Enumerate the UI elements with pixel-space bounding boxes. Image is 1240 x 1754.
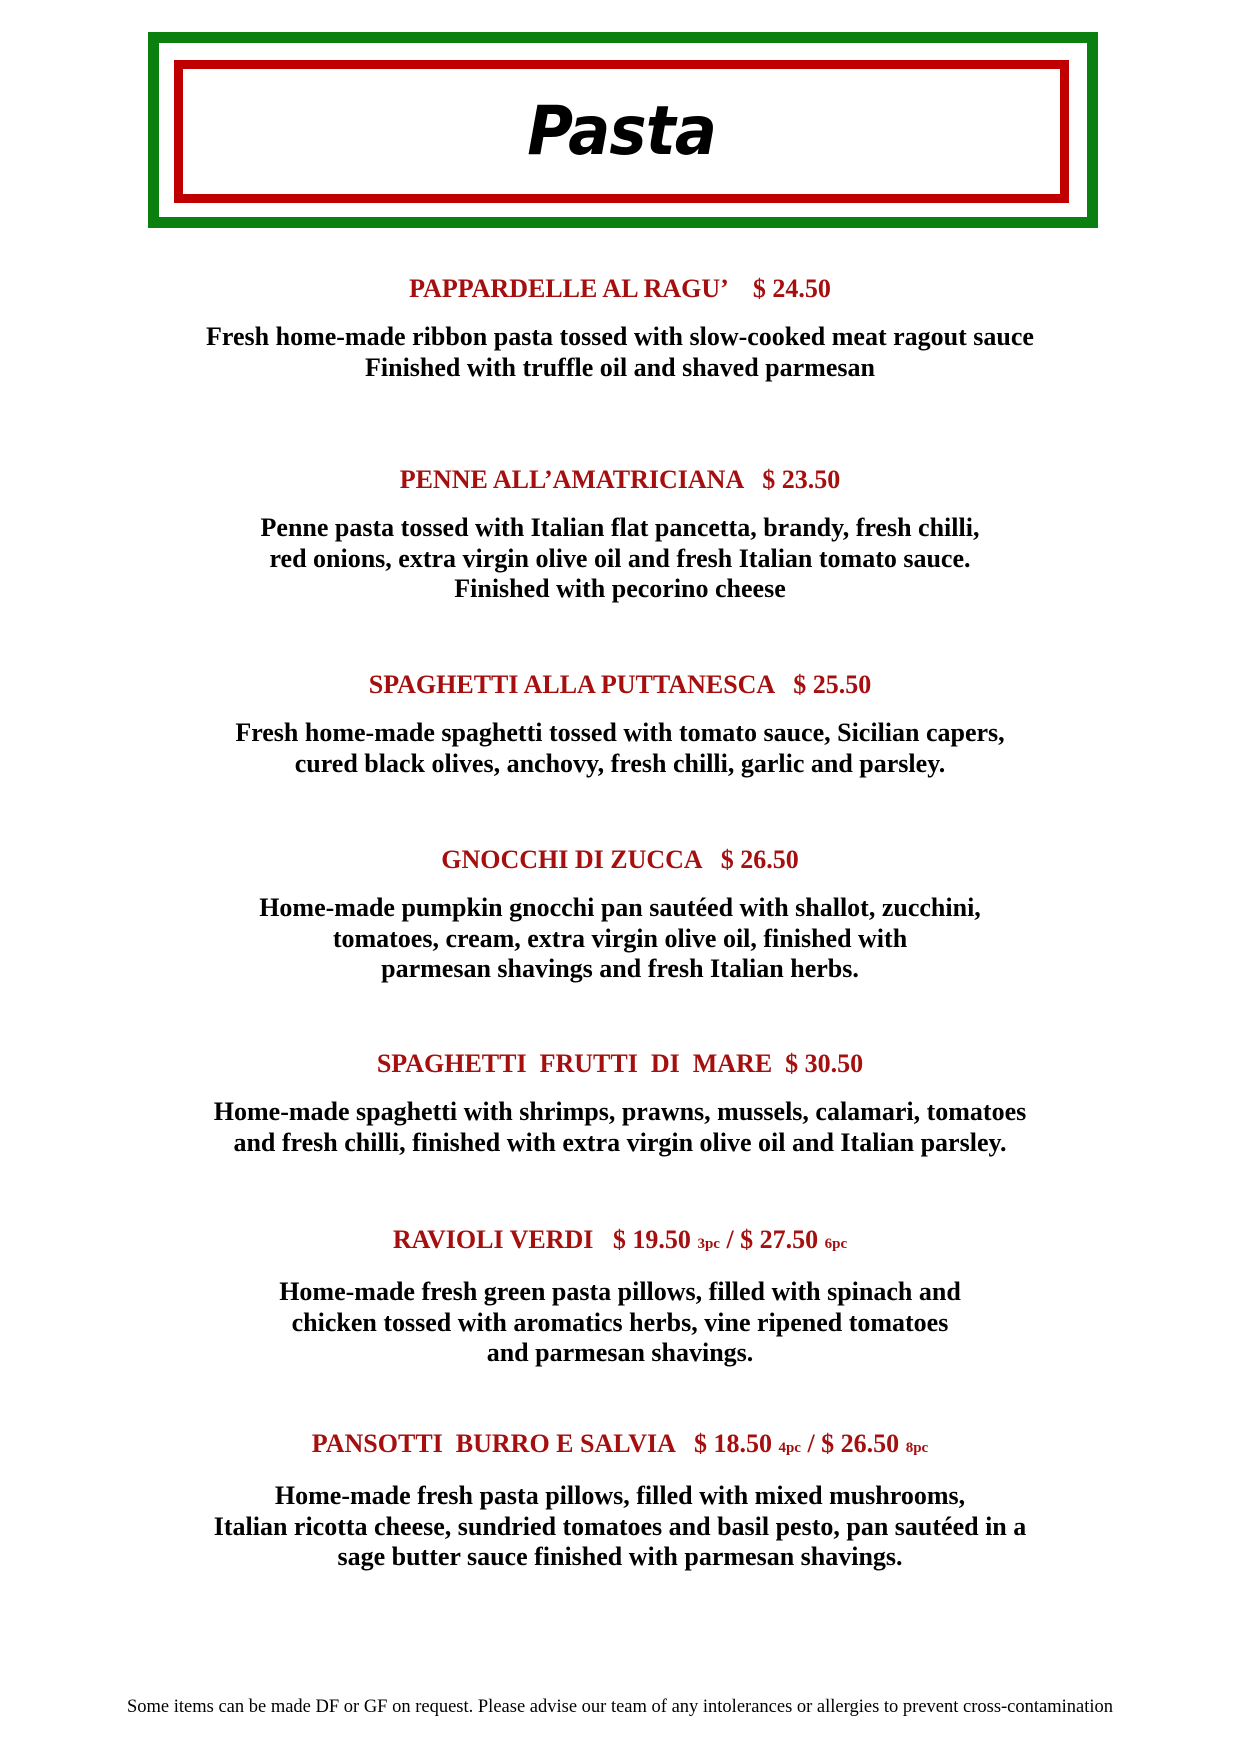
description-line: and fresh chilli, finished with extra virgin olive oil and Italian parsley. — [233, 1127, 1007, 1157]
item-description — [0, 322, 1240, 383]
item-price-alt: / $ 26.50 — [800, 1429, 906, 1458]
portion-unit: 3pc — [697, 1236, 720, 1252]
item-description — [0, 718, 1240, 779]
item-name-price — [0, 1429, 1240, 1463]
item-name-price: SPAGHETTI FRUTTI DI MARE $ 30.50 — [376, 1049, 864, 1078]
description-line: Home-made pumpkin gnocchi pan sautéed with shallot, zucchini, — [259, 893, 981, 922]
description-line: red onions, extra virgin olive oil and fresh Italian tomato sauce. — [269, 543, 971, 573]
portion-unit: 4pc — [778, 1440, 801, 1456]
item-description — [0, 1277, 1240, 1369]
item-description — [0, 893, 1240, 985]
description-line: parmesan shavings and fresh Italian herbs. — [381, 954, 859, 983]
menu-item — [0, 670, 1240, 779]
header-frame-red — [174, 60, 1069, 203]
menu-item — [0, 465, 1240, 605]
portion-unit: 6pc — [824, 1236, 848, 1252]
item-description — [0, 513, 1240, 605]
item-name: PANSOTTI BURRO E SALVIA $ 18.50 — [311, 1429, 779, 1458]
description-line: Home-made spaghetti with shrimps, prawns, mussels, calamari, tomatoes — [213, 1097, 1027, 1126]
menu-item — [0, 1225, 1240, 1369]
allergy-footer-note: Some items can be made DF or GF on request. Please advise our team of any intolerances or allergies to prevent cross-contamination — [126, 1697, 1114, 1717]
description-line: Home-made fresh green pasta pillows, filled with spinach and — [279, 1277, 961, 1306]
menu-item — [0, 1049, 1240, 1158]
item-name-price: PENNE ALL’AMATRICIANA $ 23.50 — [399, 465, 841, 494]
item-name: RAVIOLI VERDI $ 19.50 — [392, 1225, 698, 1254]
item-price-alt: / $ 27.50 — [719, 1225, 825, 1254]
item-description — [0, 1481, 1240, 1573]
description-line: cured black olives, anchovy, fresh chilli, garlic and parsley. — [294, 748, 946, 778]
description-line: and parmesan shavings. — [486, 1338, 754, 1367]
item-name-price: SPAGHETTI ALLA PUTTANESCA $ 25.50 — [368, 670, 872, 699]
page-title: Pasta — [527, 92, 716, 171]
menu-item — [0, 845, 1240, 985]
description-line: Finished with truffle oil and shaved parmesan — [365, 352, 875, 382]
menu-item — [0, 274, 1240, 383]
menu-item — [0, 1429, 1240, 1573]
description-line: chicken tossed with aromatics herbs, vine ripened tomatoes — [291, 1307, 949, 1337]
item-name-price: GNOCCHI DI ZUCCA $ 26.50 — [441, 845, 799, 874]
description-line: Finished with pecorino cheese — [454, 574, 786, 603]
description-line: Fresh home-made spaghetti tossed with tomato sauce, Sicilian capers, — [235, 718, 1005, 747]
item-name-price: PAPPARDELLE AL RAGU’ $ 24.50 — [409, 274, 831, 303]
description-line: tomatoes, cream, extra virgin olive oil, finished with — [332, 923, 908, 953]
description-line: Fresh home-made ribbon pasta tossed with slow-cooked meat ragout sauce — [206, 322, 1034, 351]
portion-unit: 8pc — [905, 1440, 929, 1456]
description-line: Italian ricotta cheese, sundried tomatoes and basil pesto, pan sautéed in a — [213, 1511, 1027, 1541]
description-line: Penne pasta tossed with Italian flat pancetta, brandy, fresh chilli, — [260, 513, 980, 542]
item-description — [0, 1097, 1240, 1158]
item-name-price — [0, 1225, 1240, 1259]
description-line: sage butter sauce finished with parmesan shavings. — [337, 1542, 903, 1571]
description-line: Home-made fresh pasta pillows, filled with mixed mushrooms, — [274, 1481, 966, 1510]
